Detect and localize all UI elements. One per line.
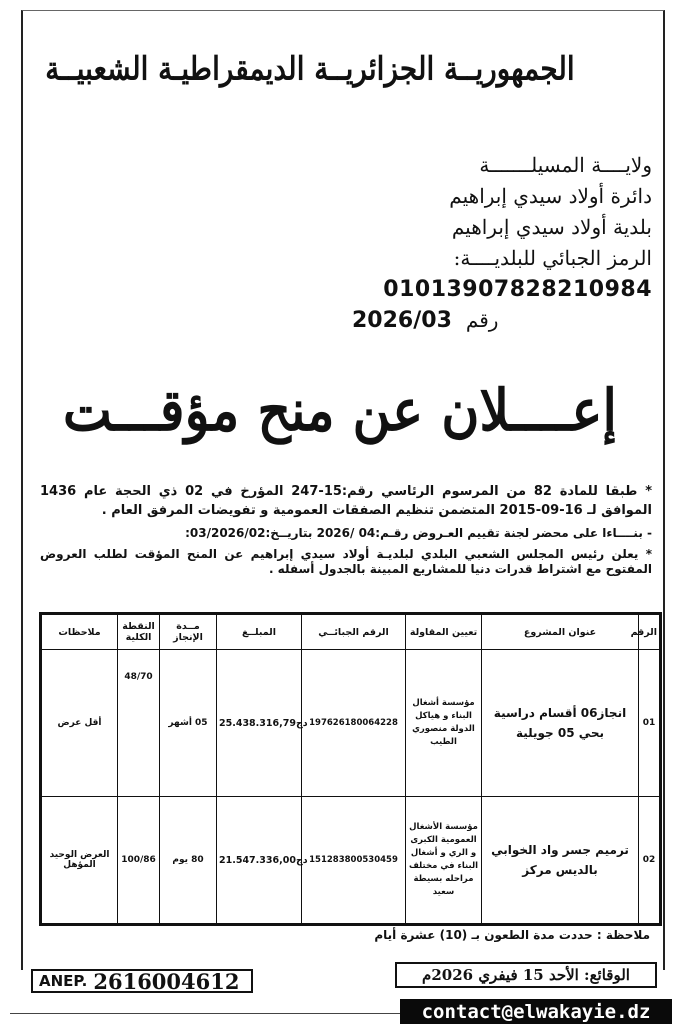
baladiya-line: بلدية أولاد سيدي إبراهيم (451, 215, 652, 239)
anep-number: 2616004612 (93, 968, 240, 994)
projects-table (39, 612, 662, 926)
tax-code-label: الرمز الجبائي للبلديــــة: (453, 246, 652, 270)
daira-line: دائرة أولاد سيدي إبراهيم (449, 184, 652, 208)
row-duration: 05 أشهر (160, 650, 217, 797)
row-tax-number: 151283800530459 (302, 797, 406, 925)
republic-heading: الجمهوريــة الجزائريــة الديمقراطيـة الشعبيــة (45, 49, 575, 88)
row-project: انجاز06 أقسام دراسية بحي 05 جويلية (482, 650, 639, 797)
reference-line (352, 305, 652, 336)
tax-code-number: 01013907828210984 (383, 277, 652, 302)
administration-block (352, 150, 652, 336)
contact-email: contact@elwakayie.dz (400, 999, 672, 1024)
header-duration: مــدة الإنجاز (160, 614, 217, 650)
award-declaration-paragraph: * يعلن رئيس المجلس الشعبي البلدي لبلديـة أولاد سيدي إبراهيم عن المنح المؤقت لطلب العروض المفتوح مع اشتراط قدرات دنيا للمشاريع المبينة بالجدول أسفله . (40, 547, 652, 576)
publication-date: الوقائع: الأحد 15 فيفري 2026م (395, 962, 657, 988)
row-score: 100/86 (118, 797, 160, 925)
bottom-divider (10, 1013, 400, 1014)
anep-label: ANEP. (39, 972, 88, 990)
row-holder: مؤسسة الأشغال العمومية الكبرى و الري و أشغال البناء في مختلف مراحله بسيطة سعيد (406, 797, 482, 925)
legal-basis-paragraph: * طبقا للمادة 82 من المرسوم الرئاسي رقم:15-247 المؤرخ في 02 ذي الحجة عام 1436 الموافق لـ 16-09-2015 المتضمن تنظيم الصفقات العمومية و تفويضات المرفق العام . (40, 484, 652, 518)
row-num: 02 (639, 797, 661, 925)
row-holder: مؤسسة أشغال البناء و هياكل الدولة منصوري الطيب (406, 650, 482, 797)
row-project: ترميم جسر واد الخوابي بالديس مركز (482, 797, 639, 925)
row-num: 01 (639, 650, 661, 797)
header-tax-number: الرقم الجبائــي (302, 614, 406, 650)
appeal-period-note: ملاحظة : حددت مدة الطعون بـ (10) عشرة أيام (374, 928, 650, 942)
row-tax-number: 197626180064228 (302, 650, 406, 797)
row-duration: 80 يوم (160, 797, 217, 925)
header-score: النقطة الكلية (118, 614, 160, 650)
header-notes: ملاحظات (41, 614, 118, 650)
reference-value: 2026/03 (352, 308, 452, 333)
wilaya-line: ولايــــة المسيلـــــــة (479, 153, 652, 177)
header-num: الرقم (639, 614, 661, 650)
table-row (41, 797, 661, 925)
reference-label: رقم (465, 308, 499, 332)
anep-reference (31, 969, 253, 993)
row-amount: 25.438.316,79دج (217, 650, 302, 797)
row-notes: أقل عرض (41, 650, 118, 797)
announcement-body (40, 482, 652, 583)
committee-minutes-paragraph: - بنــــاءا على محضر لجنة تقييم العـروض رقـم:04 /2026 بتاريــخ:03/2026/02: (185, 526, 652, 540)
header-holder: تعيين المقاولة (406, 614, 482, 650)
header-amount: المبلــغ (217, 614, 302, 650)
row-amount: 21.547.336,00دج (217, 797, 302, 925)
header-project: عنوان المشروع (482, 614, 639, 650)
row-notes: العرض الوحيد المؤهل (41, 797, 118, 925)
table-header-row (41, 614, 661, 650)
table-row (41, 650, 661, 797)
announcement-title: إعــــلان عن منح مؤقـــت (63, 376, 617, 445)
row-score: 48/70 (118, 650, 160, 797)
